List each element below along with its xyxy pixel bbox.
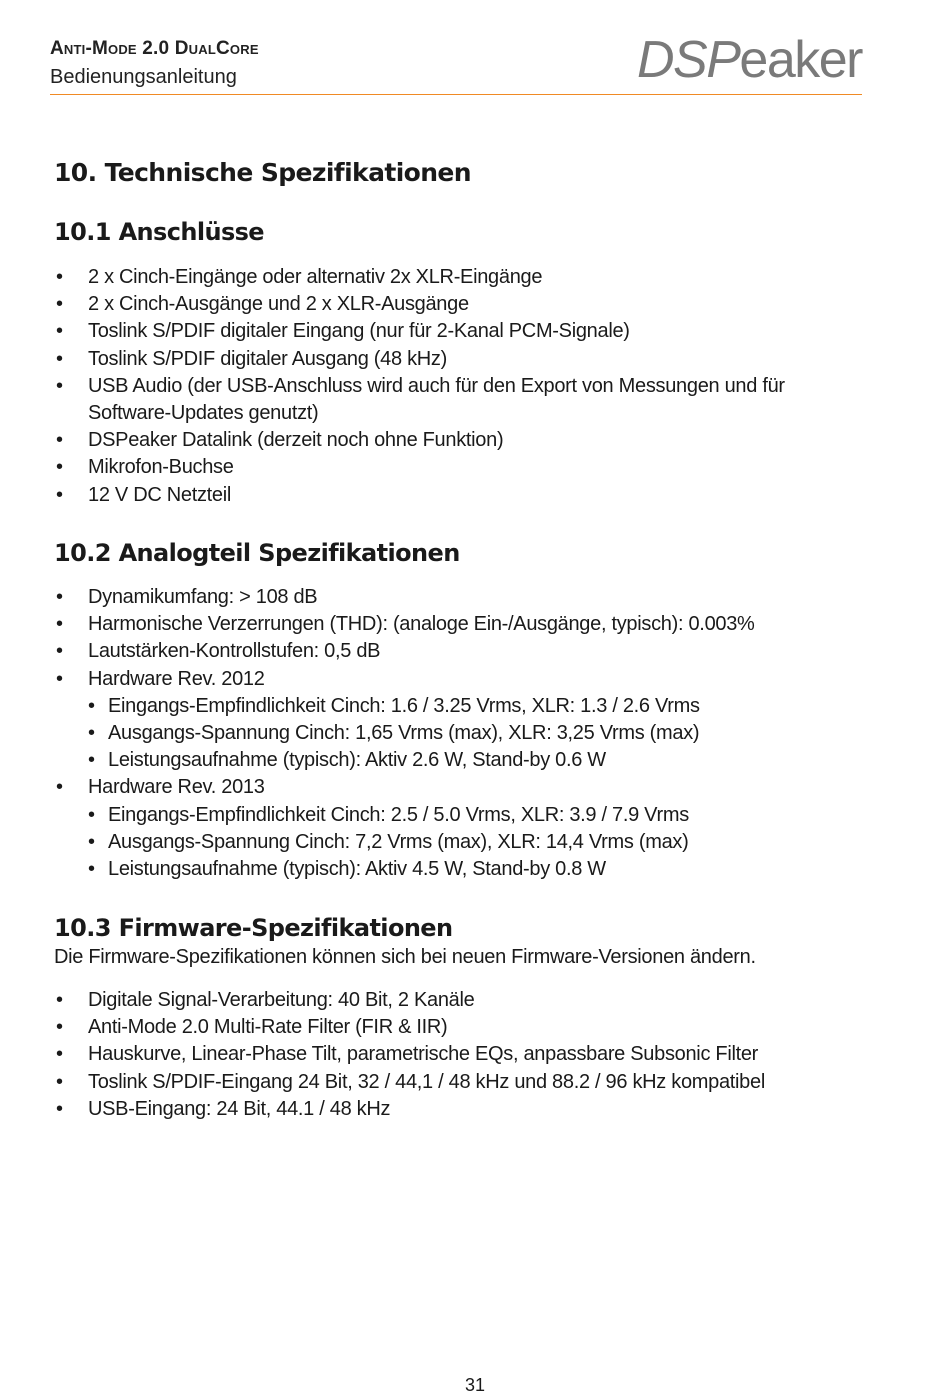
- list-item: • 12 V DC Netzteil: [54, 482, 854, 509]
- firmware-intro: Die Firmware-Spezifikationen können sich bei neuen Firmware-Versionen ändern.: [54, 946, 756, 968]
- list-subitem: • Ausgangs-Spannung Cinch: 7,2 Vrms (max), XLR: 14,4 Vrms (max): [54, 829, 854, 856]
- product-name: Anti-Mode 2.0 DualCore: [50, 38, 259, 59]
- anschluesse-list: [54, 264, 854, 509]
- list-item: • Mikrofon-Buchse: [54, 454, 854, 481]
- list-subitem: • Eingangs-Empfindlichkeit Cinch: 1.6 / 3.25 Vrms, XLR: 1.3 / 2.6 Vrms: [54, 693, 854, 720]
- list-subitem: • Ausgangs-Spannung Cinch: 1,65 Vrms (max), XLR: 3,25 Vrms (max): [54, 720, 854, 747]
- list-item: • Hardware Rev. 2013: [54, 774, 854, 801]
- list-item: • Hauskurve, Linear-Phase Tilt, parametrische EQs, anpassbare Subsonic Filter: [54, 1041, 854, 1068]
- section-heading-anschluesse: 10.1 Anschlüsse: [54, 218, 264, 246]
- section-heading-analog: 10.2 Analogteil Spezifikationen: [54, 539, 460, 567]
- list-item: • 2 x Cinch-Ausgänge und 2 x XLR-Ausgänge: [54, 291, 854, 318]
- list-item: • 2 x Cinch-Eingänge oder alternativ 2x XLR-Eingänge: [54, 264, 854, 291]
- page-number: 31: [464, 1375, 486, 1395]
- list-subitem: • Leistungsaufnahme (typisch): Aktiv 2.6 W, Stand-by 0.6 W: [54, 747, 854, 774]
- list-item: • Anti-Mode 2.0 Multi-Rate Filter (FIR & IIR): [54, 1014, 854, 1041]
- list-item: • Lautstärken-Kontrollstufen: 0,5 dB: [54, 638, 854, 665]
- list-item: • Toslink S/PDIF-Eingang 24 Bit, 32 / 44,1 / 48 kHz und 88.2 / 96 kHz kompatibel: [54, 1069, 854, 1096]
- firmware-list: [54, 987, 854, 1123]
- section-heading-firmware: 10.3 Firmware-Spezifikationen: [54, 914, 453, 942]
- list-item: • DSPeaker Datalink (derzeit noch ohne Funktion): [54, 427, 854, 454]
- chapter-title: 10. Technische Spezifikationen: [54, 158, 471, 187]
- list-item: • Digitale Signal-Verarbeitung: 40 Bit, 2 Kanäle: [54, 987, 854, 1014]
- list-item: • USB Audio (der USB-Anschluss wird auch für den Export von Messungen und für Software-Updates genutzt): [54, 373, 828, 427]
- logo-part-a: DSP: [637, 31, 740, 89]
- list-item: • Toslink S/PDIF digitaler Eingang (nur für 2-Kanal PCM-Signale): [54, 318, 854, 345]
- list-subitem: • Leistungsaufnahme (typisch): Aktiv 4.5 W, Stand-by 0.8 W: [54, 856, 854, 883]
- list-subitem: • Eingangs-Empfindlichkeit Cinch: 2.5 / 5.0 Vrms, XLR: 3.9 / 7.9 Vrms: [54, 802, 854, 829]
- logo-part-b: eaker: [739, 31, 862, 89]
- list-item: • Harmonische Verzerrungen (THD): (analoge Ein-/Ausgänge, typisch): 0.003%: [54, 611, 854, 638]
- brand-logo: [637, 31, 862, 89]
- list-item: • Toslink S/PDIF digitaler Ausgang (48 kHz): [54, 346, 854, 373]
- list-item: • Dynamikumfang: > 108 dB: [54, 584, 854, 611]
- document-subtitle: Bedienungsanleitung: [50, 66, 237, 88]
- list-item: • Hardware Rev. 2012: [54, 666, 854, 693]
- page-header: [50, 31, 862, 95]
- list-item: • USB-Eingang: 24 Bit, 44.1 / 48 kHz: [54, 1096, 854, 1123]
- analog-list: [54, 584, 854, 883]
